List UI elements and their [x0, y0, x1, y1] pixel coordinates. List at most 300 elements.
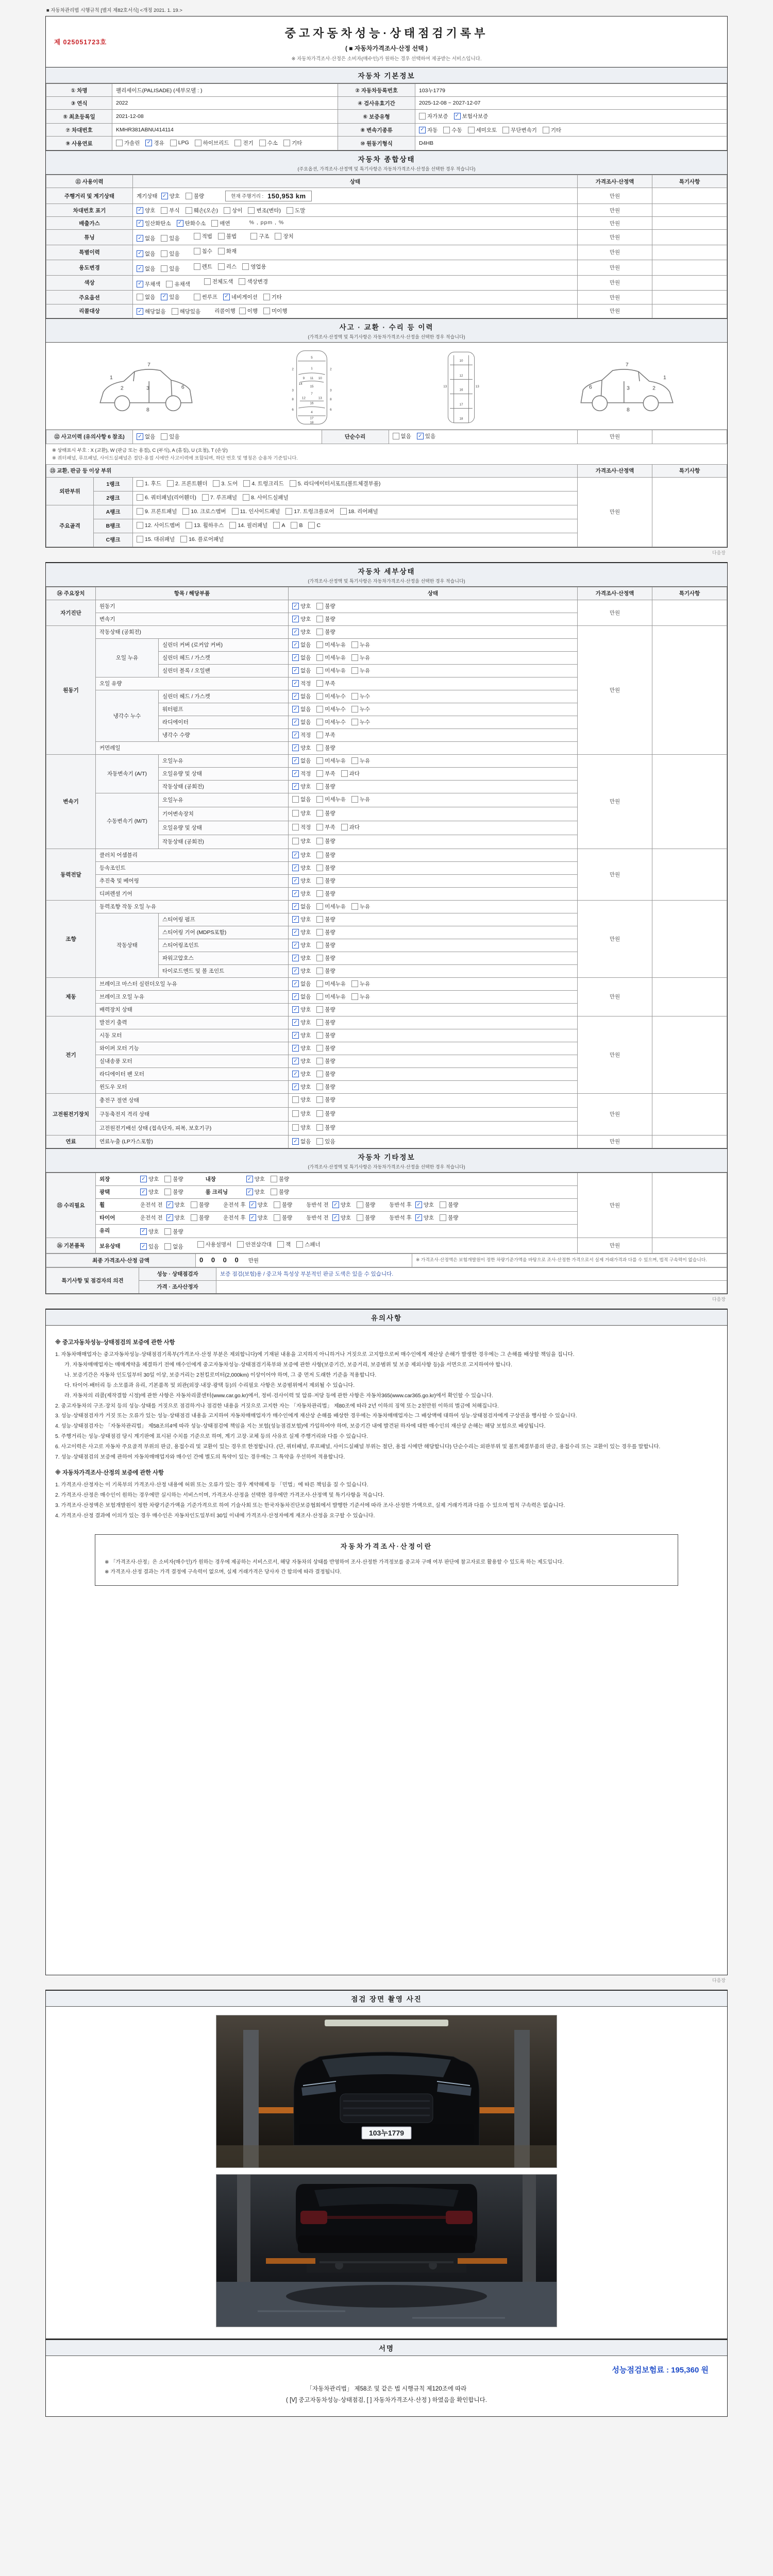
checkbox-양호[interactable] [292, 1096, 311, 1104]
checkbox-경유[interactable] [145, 139, 164, 147]
checkbox-label: 양호 [300, 891, 311, 897]
svg-text:6: 6 [181, 384, 184, 391]
checkbox-불량[interactable] [316, 809, 335, 817]
checkbox-LPG[interactable] [170, 140, 189, 146]
checkbox-label: 없음 [300, 758, 311, 764]
checkbox-icon [167, 480, 174, 487]
checkbox-icon [316, 603, 323, 609]
checkbox-C[interactable] [308, 522, 321, 529]
checkbox-불량[interactable] [357, 1214, 375, 1222]
checkbox-없음[interactable] [137, 293, 155, 301]
note-cell [652, 625, 727, 754]
checkbox-양호[interactable] [292, 1110, 311, 1117]
checkbox-10. 크로스멤버[interactable] [182, 507, 226, 515]
checkbox-누유[interactable] [351, 795, 370, 803]
checkbox-렌트[interactable] [194, 263, 212, 270]
checkbox-label: 누수 [359, 706, 371, 713]
checkbox-불량[interactable] [316, 1006, 335, 1013]
table-row [46, 230, 727, 245]
checkbox-부식[interactable] [161, 207, 179, 214]
checkbox-14. 필러패널[interactable] [229, 521, 267, 529]
checkbox-불량[interactable] [316, 1031, 335, 1039]
checkbox-변조(변타)[interactable] [248, 207, 281, 214]
checkbox-불량[interactable] [316, 928, 335, 936]
checkbox-없음[interactable] [292, 903, 311, 910]
checkbox-불량[interactable] [316, 1124, 335, 1131]
checkbox-불량[interactable] [316, 864, 335, 872]
checkbox-불량[interactable] [274, 1214, 292, 1222]
checkbox-미세누유[interactable] [316, 993, 346, 1001]
checkbox-4. 트렁크리드[interactable] [243, 480, 283, 487]
checkbox-label: 1. 후드 [145, 481, 161, 487]
checkbox-label: 9. 프론트패널 [145, 509, 177, 515]
price-cell: 만원 [578, 430, 652, 444]
checkbox-매연[interactable] [211, 219, 230, 227]
svg-text:3: 3 [626, 385, 630, 392]
checkbox-불량[interactable] [440, 1214, 458, 1222]
checkbox-기타[interactable] [283, 139, 302, 147]
checkbox-해당있음[interactable] [172, 308, 201, 315]
checkbox-불량[interactable] [440, 1201, 458, 1209]
checkbox-적정[interactable] [292, 823, 311, 831]
checkbox-불량[interactable] [316, 941, 335, 949]
checkbox-있음[interactable] [161, 265, 179, 273]
checkbox-18. 리어패널[interactable] [340, 507, 378, 515]
checkbox-불량[interactable] [316, 1070, 335, 1078]
checkbox-미세누유[interactable] [316, 757, 346, 765]
checkbox-양호[interactable] [166, 1201, 185, 1209]
checkbox-label: 누유 [359, 642, 371, 648]
checkbox-group [292, 602, 341, 610]
checkbox-미세누유[interactable] [316, 795, 346, 803]
checkbox-불량[interactable] [316, 1044, 335, 1052]
checkbox-네비게이션[interactable] [223, 293, 258, 301]
svg-text:14: 14 [298, 382, 303, 386]
notice-item: 4. 가격조사·산정 결과에 이의가 있는 경우 매수인은 자동차인도일부터 30일 이내에 가격조사·산정자에게 재조사·산정을 요구할 수 있습니다. [55, 1513, 375, 1519]
checkbox-기타[interactable] [543, 126, 561, 134]
checkbox-icon [316, 641, 323, 648]
checkbox-수소[interactable] [259, 139, 278, 147]
checkbox-수동[interactable] [443, 126, 462, 134]
checkbox-누유[interactable] [351, 667, 370, 674]
checkbox-불량[interactable] [316, 1057, 335, 1065]
checkbox-7. 루프패널[interactable] [202, 494, 237, 501]
checkbox-양호[interactable] [292, 954, 311, 962]
checkbox-기타[interactable] [263, 293, 282, 301]
checkbox-없음[interactable] [292, 718, 311, 726]
checkbox-스패너[interactable] [296, 1241, 320, 1248]
checkbox-group [292, 718, 376, 726]
checkbox-group [292, 1138, 341, 1145]
checkbox-없음[interactable] [292, 667, 311, 674]
checkbox-불량[interactable] [316, 890, 335, 897]
checkbox-양호[interactable] [292, 1031, 311, 1039]
checkbox-icon [316, 1138, 323, 1145]
checkbox-3. 도어[interactable] [213, 480, 238, 487]
checkbox-없음[interactable] [393, 432, 411, 440]
checkbox-장치[interactable] [275, 232, 293, 240]
checkbox-label: 없음 [300, 994, 311, 1000]
checkbox-양호[interactable] [292, 1070, 311, 1078]
checkbox-전기[interactable] [234, 139, 253, 147]
checkbox-icon: ✓ [140, 1176, 147, 1182]
checkbox-과다[interactable] [341, 770, 360, 777]
checkbox-미세누유[interactable] [316, 654, 346, 662]
checkbox-16. 플로어패널[interactable] [180, 535, 224, 543]
checkbox-group [194, 293, 288, 301]
checkbox-적정[interactable] [292, 680, 311, 687]
checkbox-11. 인사이드패널[interactable] [232, 507, 280, 515]
checkbox-불량[interactable] [316, 916, 335, 923]
section-note: (가격조사·산정액 및 특기사항은 자동차가격조사·산정을 선택한 경우 적습니다) [308, 1164, 465, 1170]
checkbox-양호[interactable] [140, 1228, 159, 1235]
checkbox-icon: ✓ [249, 1201, 256, 1208]
section-main [45, 16, 728, 548]
checkbox-상이[interactable] [224, 207, 242, 214]
checkbox-A[interactable] [273, 522, 285, 529]
checkbox-불량[interactable] [316, 954, 335, 962]
checkbox-불량[interactable] [191, 1214, 209, 1222]
checkbox-label: 18. 리어패널 [348, 509, 378, 515]
note-cell [652, 430, 727, 444]
item-label: 타이로드엔드 및 볼 조인트 [159, 964, 289, 977]
checkbox-안전삼각대[interactable] [237, 1241, 272, 1248]
checkbox-label: 양호 [174, 1202, 185, 1208]
checkbox-icon: ✓ [292, 1032, 299, 1039]
checkbox-하이브리드[interactable] [195, 139, 229, 147]
checkbox-양호[interactable] [161, 192, 180, 200]
checkbox-5. 라디에이터서포트(볼트체결부품)[interactable] [290, 480, 381, 487]
checkbox-group [292, 667, 376, 674]
checkbox-icon [292, 796, 299, 803]
checkbox-없음[interactable] [292, 654, 311, 662]
checkbox-17. 트렁크플로어[interactable] [285, 507, 334, 515]
checkbox-icon [468, 127, 475, 133]
checkbox-양호[interactable] [292, 967, 311, 975]
status-cell [289, 690, 578, 703]
checkbox-누유[interactable] [351, 993, 370, 1001]
checkbox-있음[interactable] [161, 293, 179, 301]
checkbox-보험사보증[interactable] [454, 112, 489, 120]
checkbox-icon: ✓ [292, 757, 299, 764]
checkbox-없음[interactable] [292, 795, 311, 803]
checkbox-부족[interactable] [316, 770, 335, 777]
checkbox-누수[interactable] [351, 718, 370, 726]
checkbox-리스[interactable] [218, 263, 237, 270]
use-history-label: 색상 [46, 275, 133, 291]
checkbox-양호[interactable] [292, 837, 311, 845]
checkbox-양호[interactable] [415, 1214, 434, 1222]
checkbox-양호[interactable] [140, 1188, 159, 1196]
checkbox-icon [316, 1124, 323, 1131]
checkbox-group [292, 890, 341, 897]
checkbox-없음[interactable] [292, 705, 311, 713]
checkbox-부족[interactable] [316, 823, 335, 831]
checkbox-구조[interactable] [250, 232, 269, 240]
checkbox-누유[interactable] [351, 654, 370, 662]
checkbox-label: 4. 트렁크리드 [251, 481, 284, 487]
checkbox-있음[interactable] [161, 234, 179, 242]
notice-item: 3. 가격조사·산정액은 보험개발원이 정한 차량기준가액을 기준가격으로 하여 기술사회 또는 한국자동차진단보증협회에서 발행한 기준서에 따라 조사·산정한 가액으로, 실제 거래가격과 다를 수 있으며 법적 구속력은 없습니다. [55, 1503, 565, 1509]
checkbox-icon [351, 641, 358, 648]
checkbox-없음[interactable] [292, 641, 311, 649]
checkbox-불량[interactable] [316, 877, 335, 885]
checkbox-양호[interactable] [332, 1201, 351, 1209]
checkbox-양호[interactable] [246, 1175, 265, 1183]
checkbox-썬루프[interactable] [194, 293, 217, 301]
checkbox-색상변경[interactable] [239, 278, 268, 285]
checkbox-label: 안전삼각대 [245, 1241, 272, 1248]
checkbox-누유[interactable] [351, 757, 370, 765]
checkbox-불량[interactable] [357, 1201, 375, 1209]
repair-item-cell [96, 1224, 578, 1238]
checkbox-부족[interactable] [316, 731, 335, 739]
checkbox-누수[interactable] [351, 705, 370, 713]
checkbox-이행[interactable] [239, 307, 258, 315]
checkbox-양호[interactable] [292, 941, 311, 949]
checkbox-양호[interactable] [292, 928, 311, 936]
checkbox-icon [440, 1201, 446, 1208]
checkbox-과다[interactable] [341, 823, 360, 831]
repair-item-cell [96, 1173, 578, 1185]
item-label: 기어변속장치 [159, 807, 289, 821]
svg-text:12: 12 [459, 374, 463, 378]
checkbox-불량[interactable] [316, 1096, 335, 1104]
checkbox-양호[interactable] [292, 602, 311, 610]
checkbox-양호[interactable] [292, 809, 311, 817]
notice-item: 6. 사고이력은 사고로 자동차 주요골격 부위의 판금, 용접수리 및 교환이 있는 경우로 한정합니다. (단, 쿼터패널, 루프패널, 사이드실패널 부위는 절단, 용접 시에만 해당합니다) 단순수리는 외판부위 및 볼트체결부품의 판금, 용접수리 또는 교환이 있는 경우를 말합니다. [55, 1444, 661, 1450]
checkbox-label: 13. 휠하우스 [194, 522, 224, 529]
checkbox-B[interactable] [291, 522, 303, 529]
checkbox-전체도색[interactable] [204, 278, 233, 285]
checkbox-양호[interactable] [292, 783, 311, 790]
checkbox-양호[interactable] [292, 628, 311, 636]
checkbox-label: 있음 [325, 1139, 335, 1145]
price-cell: 만원 [578, 230, 652, 245]
checkbox-무단변속기[interactable] [502, 126, 537, 134]
checkbox-icon [316, 942, 323, 948]
checkbox-icon [292, 838, 299, 844]
checkbox-양호[interactable] [292, 1019, 311, 1026]
checkbox-양호[interactable] [292, 1057, 311, 1065]
checkbox-없음[interactable] [137, 265, 155, 273]
checkbox-8. 사이드실패널[interactable] [243, 494, 289, 501]
checkbox-불량[interactable] [316, 628, 335, 636]
checkbox-양호[interactable] [292, 1124, 311, 1131]
checkbox-양호[interactable] [292, 1006, 311, 1013]
note-cell [652, 188, 727, 204]
checkbox-도말[interactable] [287, 207, 305, 214]
checkbox-있음[interactable] [161, 433, 179, 440]
checkbox-없음[interactable] [137, 250, 155, 258]
checkbox-label: 불량 [325, 629, 335, 635]
checkbox-icon [164, 1176, 171, 1182]
checkbox-미세누유[interactable] [316, 903, 346, 910]
checkbox-양호[interactable] [292, 1083, 311, 1091]
checkbox-불량[interactable] [316, 744, 335, 752]
checkbox-누유[interactable] [351, 980, 370, 988]
checkbox-불량[interactable] [316, 1019, 335, 1026]
checkbox-icon: ✓ [419, 127, 426, 133]
checkbox-없음[interactable] [137, 234, 155, 242]
checkbox-15. 대쉬패널[interactable] [137, 535, 175, 543]
checkbox-해당없음[interactable] [137, 308, 166, 315]
checkbox-부족[interactable] [316, 680, 335, 687]
checkbox-미세누수[interactable] [316, 705, 346, 713]
checkbox-icon [316, 654, 323, 661]
checkbox-불법[interactable] [218, 232, 237, 240]
checkbox-누수[interactable] [351, 692, 370, 700]
col-device: ⑭ 주요장치 [46, 587, 96, 600]
checkbox-label: 양호 [300, 917, 311, 923]
checkbox-불량[interactable] [316, 615, 335, 623]
checkbox-label: 양호 [300, 1097, 311, 1103]
checkbox-자가보증[interactable] [419, 112, 448, 120]
checkbox-적법[interactable] [194, 232, 212, 240]
checkbox-영업용[interactable] [242, 263, 266, 270]
checkbox-적정[interactable] [292, 731, 311, 739]
checkbox-없음[interactable] [292, 692, 311, 700]
checkbox-label: 없음 [300, 796, 311, 803]
checkbox-2. 프론트휀더[interactable] [167, 480, 207, 487]
checkbox-없음[interactable] [292, 1138, 311, 1145]
checkbox-누유[interactable] [351, 903, 370, 910]
checkbox-없음[interactable] [164, 1243, 183, 1250]
field-value: 팰리세이드(PALISADE) (세부모델 : ) [112, 84, 338, 97]
note-cell [652, 477, 727, 547]
checkbox-불량[interactable] [316, 1110, 335, 1117]
checkbox-group [306, 1201, 381, 1209]
checkbox-1. 후드[interactable] [137, 480, 161, 487]
checkbox-6. 쿼터패널(리어휀더)[interactable] [137, 494, 196, 501]
checkbox-없음[interactable] [292, 993, 311, 1001]
checkbox-유채색[interactable] [166, 280, 190, 288]
checkbox-불량[interactable] [271, 1175, 289, 1183]
checkbox-미세누수[interactable] [316, 718, 346, 726]
checkbox-없음[interactable] [292, 757, 311, 765]
checkbox-양호[interactable] [292, 744, 311, 752]
checkbox-label: 6. 쿼터패널(리어휀더) [145, 495, 196, 501]
legal-line-2: ( [V] 중고자동차성능·상태점검, [ ] 자동차가격조사·산정 ) 하였음을 확인합니다. [286, 2397, 487, 2403]
checkbox-불량[interactable] [316, 837, 335, 845]
checkbox-group [292, 864, 341, 872]
checkbox-불량[interactable] [316, 1083, 335, 1091]
item-label: 스티어링조인트 [159, 939, 289, 952]
checkbox-일산화탄소[interactable] [137, 219, 171, 227]
checkbox-불량[interactable] [164, 1188, 183, 1196]
checkbox-사용설명서[interactable] [197, 1241, 232, 1248]
checkbox-label: 부식 [169, 207, 180, 214]
fee-label: 성능점검보험료 : [612, 2365, 669, 2375]
checkbox-12. 사이드멤버[interactable] [137, 521, 180, 529]
checkbox-있음[interactable] [161, 250, 179, 258]
checkbox-label: 양호 [257, 1202, 268, 1208]
checkbox-양호[interactable] [249, 1214, 268, 1222]
checkbox-미세누수[interactable] [316, 692, 346, 700]
svg-text:7: 7 [311, 392, 313, 396]
checkbox-적정[interactable] [292, 770, 311, 777]
checkbox-미이행[interactable] [263, 307, 287, 315]
checkbox-icon: ✓ [292, 968, 299, 974]
checkbox-있음[interactable] [316, 1138, 335, 1145]
checkbox-훼손(오손)[interactable] [186, 207, 219, 214]
checkbox-양호[interactable] [292, 877, 311, 885]
table-row [46, 1238, 727, 1253]
checkbox-불량[interactable] [271, 1188, 289, 1196]
checkbox-group [292, 967, 341, 975]
checkbox-있음[interactable] [140, 1243, 159, 1250]
checkbox-label: 미세누유 [325, 994, 346, 1000]
checkbox-양호[interactable] [415, 1201, 434, 1209]
checkbox-label: 색상변경 [247, 279, 268, 285]
checkbox-양호[interactable] [292, 890, 311, 897]
checkbox-무채색[interactable] [137, 280, 160, 288]
item-label: 클러치 어셈블리 [96, 849, 289, 861]
checkbox-자동[interactable] [419, 126, 438, 134]
checkbox-불량[interactable] [316, 851, 335, 859]
checkbox-화재[interactable] [218, 247, 237, 255]
checkbox-불량[interactable] [164, 1175, 183, 1183]
checkbox-양호[interactable] [292, 615, 311, 623]
section-title: 자동차 종합상태 [358, 156, 415, 163]
checkbox-세미오토[interactable] [468, 126, 497, 134]
rank-items [133, 491, 578, 505]
checkbox-탄화수소[interactable] [177, 219, 206, 227]
checkbox-양호[interactable] [292, 1044, 311, 1052]
checkbox-미세누유[interactable] [316, 667, 346, 674]
checkbox-양호[interactable] [292, 851, 311, 859]
checkbox-불량[interactable] [316, 602, 335, 610]
checkbox-미세누유[interactable] [316, 980, 346, 988]
checkbox-양호[interactable] [292, 864, 311, 872]
checkbox-icon [164, 1189, 171, 1195]
checkbox-미세누유[interactable] [316, 641, 346, 649]
checkbox-group [292, 823, 365, 831]
checkbox-누유[interactable] [351, 641, 370, 649]
checkbox-침수[interactable] [194, 247, 212, 255]
law-reference: ■ 자동차관리법 시행규칙 [별지 제82호서식] <개정 2021. 1. 19.> [46, 8, 182, 13]
checkbox-13. 휠하우스[interactable] [186, 521, 224, 529]
notice-item: 2. 가격조사·산정은 매수인이 원하는 경우에만 실시하는 서비스이며, 가격조사·산정을 선택한 경우에만 가격조사·산정액 및 특기사항을 적습니다. [55, 1493, 384, 1499]
checkbox-양호[interactable] [137, 207, 155, 214]
checkbox-label: 있음 [169, 266, 180, 272]
misc-info-header [46, 1148, 727, 1173]
checkbox-없음[interactable] [292, 980, 311, 988]
checkbox-불량[interactable] [316, 783, 335, 790]
checkbox-양호[interactable] [249, 1201, 268, 1209]
checkbox-가솔린[interactable] [116, 139, 140, 147]
checkbox-불량[interactable] [274, 1201, 292, 1209]
checkbox-불량[interactable] [316, 967, 335, 975]
checkbox-양호[interactable] [332, 1214, 351, 1222]
checkbox-양호[interactable] [246, 1188, 265, 1196]
checkbox-불량[interactable] [186, 192, 204, 200]
checkbox-label: 리스 [226, 263, 237, 270]
checkbox-양호[interactable] [292, 916, 311, 923]
checkbox-있음[interactable] [417, 432, 435, 440]
checkbox-양호[interactable] [140, 1175, 159, 1183]
checkbox-양호[interactable] [166, 1214, 185, 1222]
section-note: (가격조사·산정액 및 특기사항은 자동차가격조사·산정을 선택한 경우 적습니다) [308, 334, 465, 340]
checkbox-icon [211, 220, 218, 227]
checkbox-없음[interactable] [137, 433, 155, 440]
checkbox-잭[interactable] [277, 1241, 291, 1248]
checkbox-불량[interactable] [191, 1201, 209, 1209]
checkbox-9. 프론트패널[interactable] [137, 507, 177, 515]
checkbox-group [292, 628, 341, 636]
table-row [46, 84, 727, 97]
checkbox-불량[interactable] [164, 1228, 183, 1235]
